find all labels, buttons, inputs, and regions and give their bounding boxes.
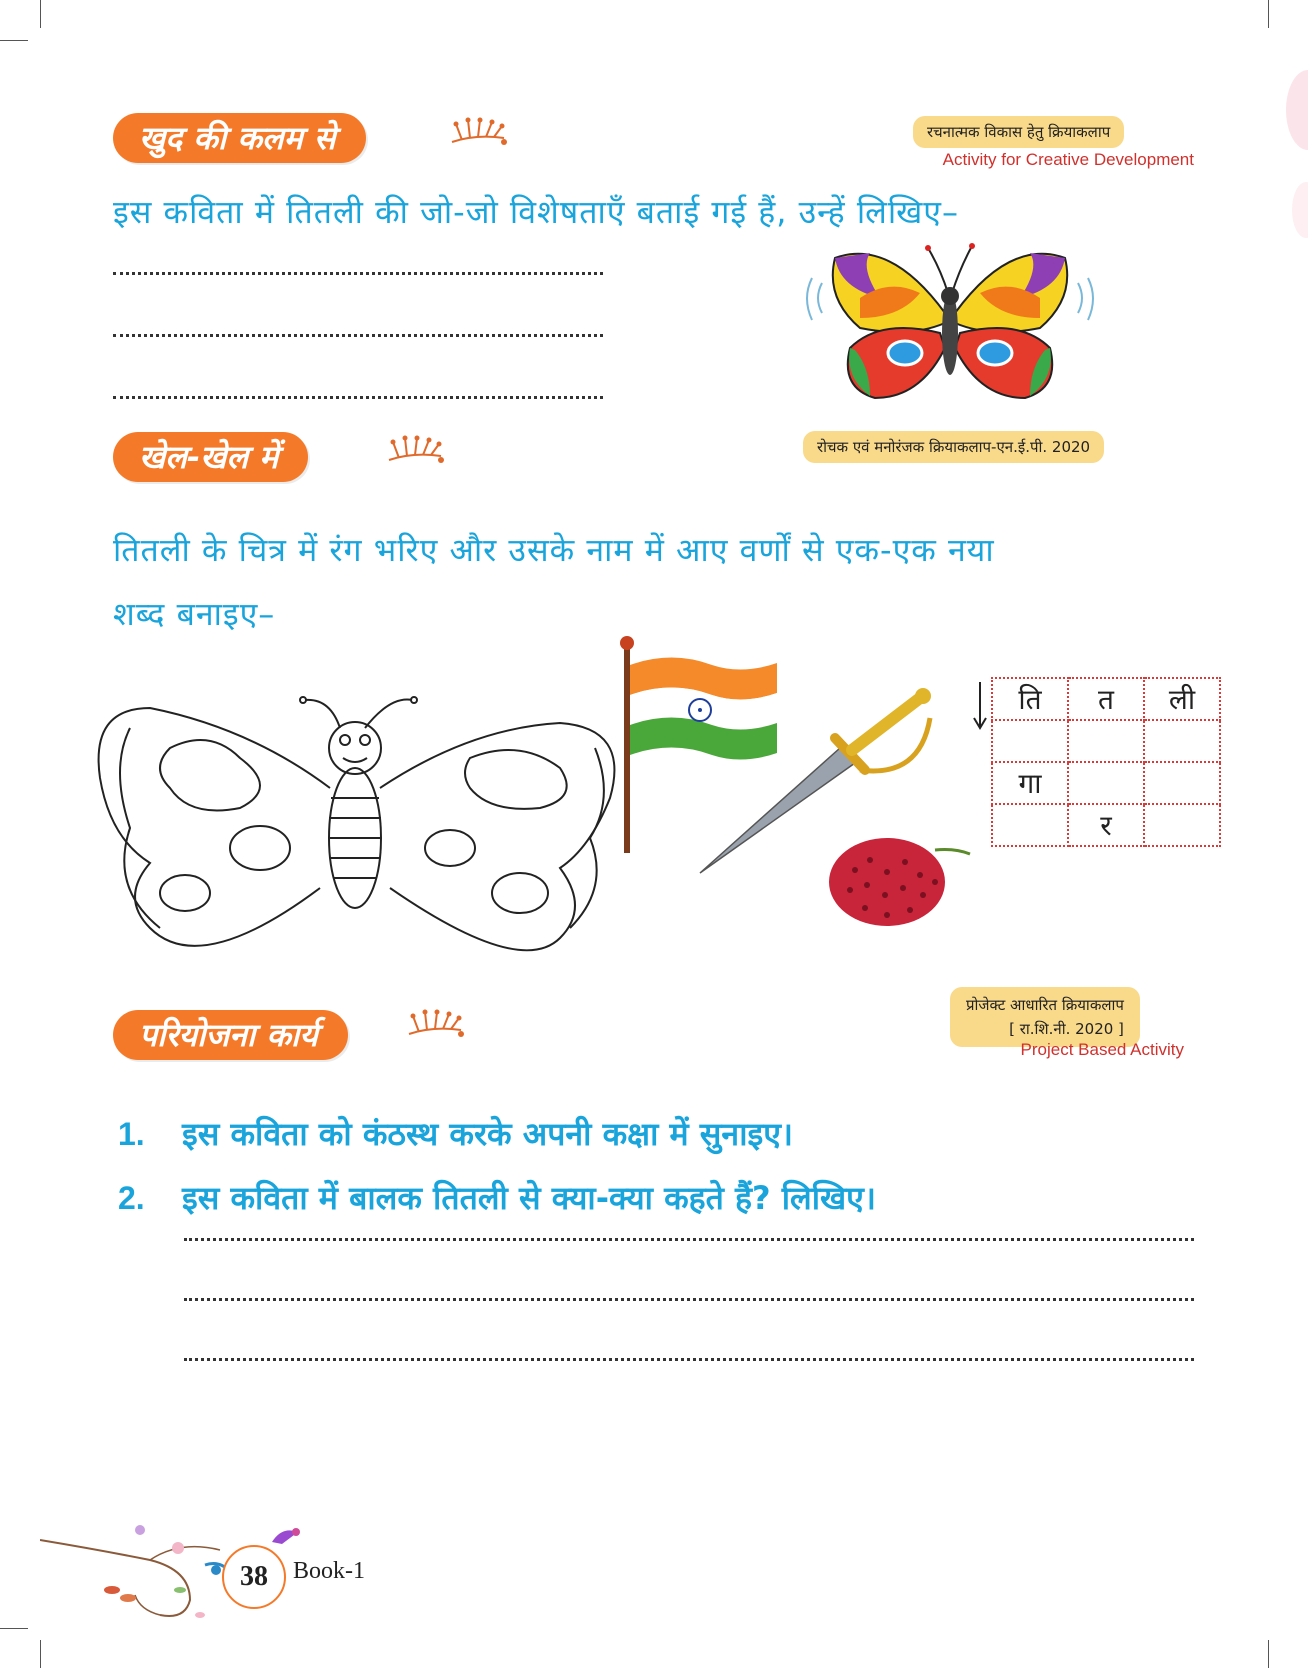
project-item-2 bbox=[118, 1176, 876, 1219]
question-colour-line1: तितली के चित्र में रंग भरिए और उसके नाम में आए वर्णों से एक-एक नया bbox=[113, 531, 995, 569]
activity-tag-project bbox=[950, 987, 1140, 1047]
activity-tag-project-en: Project Based Activity bbox=[1020, 1040, 1184, 1059]
grid-cell[interactable] bbox=[1068, 720, 1144, 762]
grid-cell[interactable]: त bbox=[1068, 678, 1144, 720]
grid-cell[interactable] bbox=[1068, 762, 1144, 804]
grid-cell[interactable]: गा bbox=[992, 762, 1068, 804]
grid-row bbox=[992, 762, 1220, 804]
activity-tag-fun: रोचक एवं मनोरंजक क्रियाकलाप-एन.ई.पी. 2020 bbox=[803, 431, 1104, 463]
colored-butterfly-icon bbox=[800, 238, 1100, 418]
answer-line[interactable] bbox=[184, 1358, 1194, 1361]
project-item-text: इस कविता को कंठस्थ करके अपनी कक्षा में सुनाइए। bbox=[182, 1115, 794, 1153]
section-heading-pariyojana-karya: परियोजना कार्य bbox=[113, 1010, 348, 1060]
answer-line[interactable] bbox=[184, 1298, 1194, 1301]
grid-row bbox=[992, 720, 1220, 762]
crop-mark bbox=[1268, 0, 1269, 28]
leaf-sprig-icon bbox=[405, 1004, 465, 1050]
crop-mark bbox=[40, 0, 41, 28]
activity-tag-creative-en: Activity for Creative Development bbox=[942, 150, 1194, 169]
down-arrow-icon bbox=[970, 680, 990, 732]
grid-cell[interactable]: ति bbox=[992, 678, 1068, 720]
leaf-sprig-icon bbox=[448, 112, 508, 158]
outline-butterfly-icon[interactable] bbox=[90, 688, 670, 978]
crop-mark bbox=[0, 40, 28, 41]
question-features: इस कविता में तितली की जो-जो विशेषताएँ बताई गई हैं, उन्हें लिखिए– bbox=[113, 193, 959, 231]
grid-cell[interactable] bbox=[1144, 804, 1220, 846]
grid-cell[interactable]: ली bbox=[1144, 678, 1220, 720]
grid-cell[interactable] bbox=[1144, 762, 1220, 804]
book-label: Book-1 bbox=[293, 1558, 365, 1584]
section-heading-khel-khel-mein: खेल-खेल में bbox=[113, 432, 308, 482]
answer-line[interactable] bbox=[184, 1238, 1194, 1241]
grid-cell[interactable] bbox=[992, 804, 1068, 846]
project-item-number: 2. bbox=[118, 1180, 145, 1216]
crop-mark bbox=[40, 1640, 41, 1668]
leaf-sprig-icon bbox=[385, 430, 445, 476]
letter-grid bbox=[991, 677, 1221, 847]
answer-line[interactable] bbox=[113, 334, 603, 337]
page-number: 38 bbox=[222, 1545, 286, 1609]
grid-cell[interactable] bbox=[1144, 720, 1220, 762]
bird-icon bbox=[268, 1522, 308, 1552]
crop-mark bbox=[0, 1628, 28, 1629]
lychee-fruit-icon bbox=[825, 830, 975, 930]
activity-tag-project-line1: प्रोजेक्ट आधारित क्रियाकलाप bbox=[966, 996, 1124, 1014]
crop-mark bbox=[1268, 1640, 1269, 1668]
activity-tag-creative: रचनात्मक विकास हेतु क्रियाकलाप bbox=[913, 116, 1124, 148]
project-item-number: 1. bbox=[118, 1116, 145, 1152]
project-item-text: इस कविता में बालक तितली से क्या-क्या कहते हैं? लिखिए। bbox=[182, 1179, 876, 1217]
answer-line[interactable] bbox=[113, 396, 603, 399]
question-colour-line2: शब्द बनाइए– bbox=[113, 595, 276, 633]
section-heading-khud-ki-kalam-se: खुद की कलम से bbox=[113, 113, 366, 163]
grid-row bbox=[992, 804, 1220, 846]
project-item-1 bbox=[118, 1112, 793, 1155]
grid-row bbox=[992, 678, 1220, 720]
activity-tag-project-line2: [ रा.शि.नी. 2020 ] bbox=[1009, 1020, 1124, 1038]
petal-decoration-icon bbox=[1260, 40, 1308, 240]
grid-cell[interactable]: र bbox=[1068, 804, 1144, 846]
grid-cell[interactable] bbox=[992, 720, 1068, 762]
answer-line[interactable] bbox=[113, 272, 603, 275]
